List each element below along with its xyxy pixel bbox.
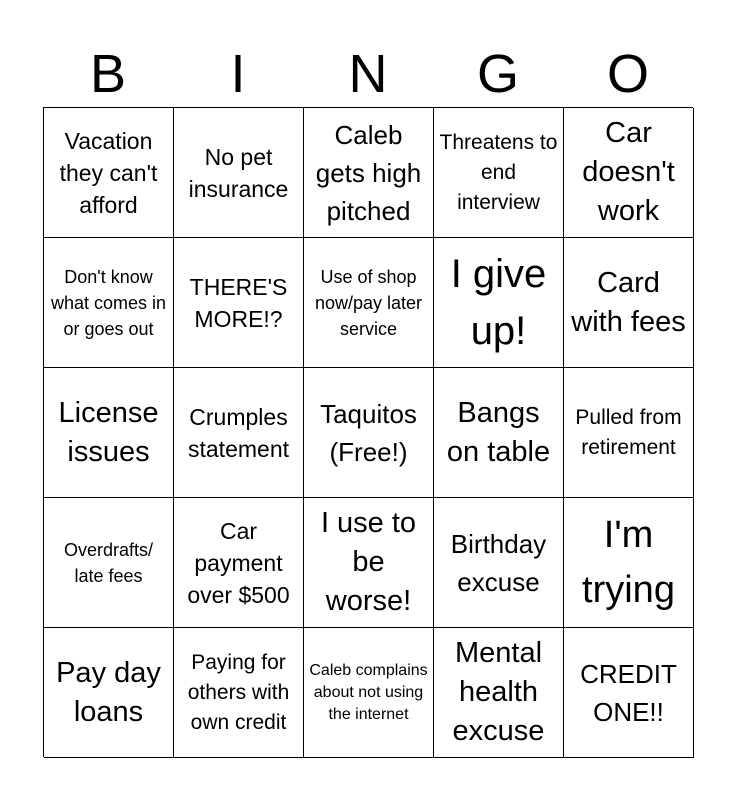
cell-text: Taquitos (Free!): [320, 398, 417, 467]
bingo-cell[interactable]: [434, 238, 564, 368]
bingo-cell[interactable]: [564, 498, 694, 628]
bingo-board: [43, 107, 693, 757]
bingo-cell[interactable]: [434, 628, 564, 758]
header-letter-b: B: [89, 44, 127, 104]
cell-text: THERE'S MORE!?: [189, 273, 288, 332]
cell-text: Crumples statement: [188, 403, 289, 462]
cell-text: I'm trying: [582, 513, 675, 611]
bingo-cell[interactable]: [564, 108, 694, 238]
bingo-cell[interactable]: [44, 108, 174, 238]
bingo-cell[interactable]: [304, 368, 434, 498]
bingo-cell[interactable]: [564, 628, 694, 758]
bingo-cell[interactable]: [174, 238, 304, 368]
bingo-cell[interactable]: [174, 108, 304, 238]
cell-text: Car payment over $500: [187, 517, 290, 608]
header-letter-n: N: [348, 44, 388, 104]
bingo-cell[interactable]: [44, 368, 174, 498]
cell-text: Use of shop now/pay later service: [314, 266, 423, 339]
bingo-cell[interactable]: [304, 238, 434, 368]
bingo-cell[interactable]: [174, 628, 304, 758]
cell-text: Pulled from retirement: [575, 405, 682, 459]
cell-text: CREDIT ONE!!: [580, 658, 677, 727]
bingo-cell[interactable]: [304, 498, 434, 628]
cell-text: Pay day loans: [56, 656, 161, 728]
bingo-cell[interactable]: [434, 498, 564, 628]
cell-text: Overdrafts/ late fees: [63, 539, 154, 586]
bingo-cell[interactable]: [564, 238, 694, 368]
bingo-cell[interactable]: [44, 628, 174, 758]
bingo-cell[interactable]: [304, 108, 434, 238]
header-letter-i: I: [230, 44, 246, 104]
bingo-cell[interactable]: [564, 368, 694, 498]
header-letter-o: O: [606, 44, 649, 104]
cell-text: Caleb gets high pitched: [315, 119, 422, 226]
header-letter-g: G: [476, 44, 519, 104]
cell-text: I give up!: [450, 251, 547, 353]
cell-text: Birthday excuse: [450, 528, 547, 597]
cell-text: Mental health excuse: [452, 637, 545, 747]
cell-text: Bangs on table: [446, 396, 551, 468]
bingo-cell[interactable]: [174, 368, 304, 498]
cell-text: Caleb complains about not using the internet: [309, 661, 428, 723]
cell-text: No pet insurance: [188, 143, 289, 202]
bingo-cell[interactable]: [174, 498, 304, 628]
cell-text: Paying for others with own credit: [187, 650, 290, 734]
bingo-cell[interactable]: [44, 498, 174, 628]
cell-text: Don't know what comes in or goes out: [50, 266, 167, 339]
cell-text: Car doesn't work: [582, 117, 675, 227]
cell-text: License issues: [58, 396, 159, 468]
cell-text: Threatens to end interview: [439, 130, 558, 214]
bingo-cell[interactable]: [44, 238, 174, 368]
bingo-cell[interactable]: [434, 108, 564, 238]
bingo-header: [43, 40, 693, 108]
bingo-cell[interactable]: [434, 368, 564, 498]
cell-text: Card with fees: [571, 266, 686, 338]
cell-text: Vacation they can't afford: [59, 127, 158, 218]
cell-text: I use to be worse!: [320, 507, 417, 617]
bingo-cell[interactable]: [304, 628, 434, 758]
